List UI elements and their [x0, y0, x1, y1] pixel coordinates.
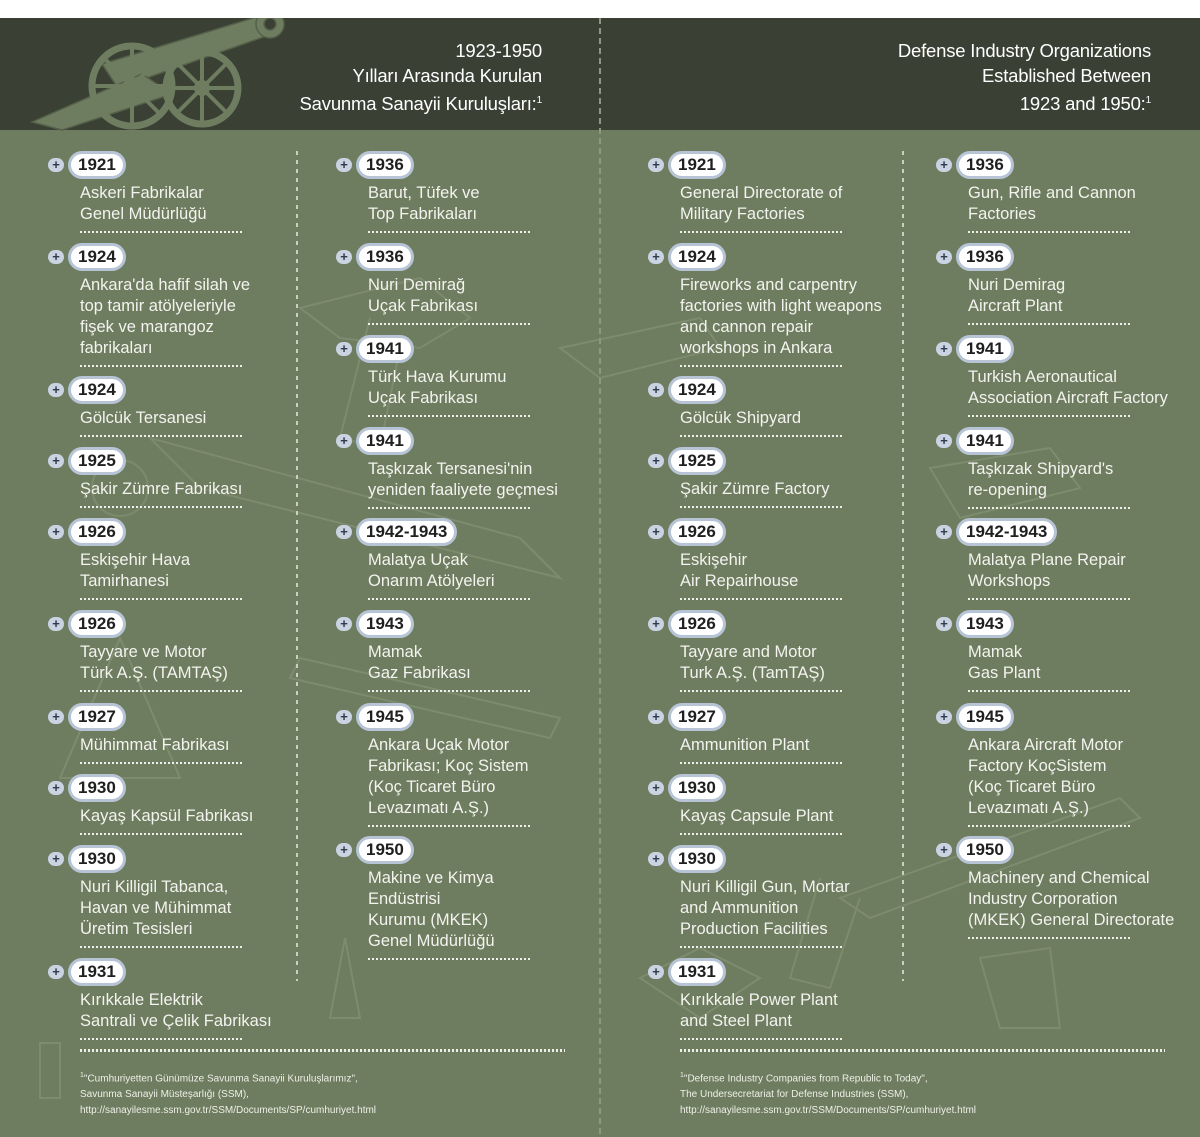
plus-icon: + [936, 710, 952, 724]
entry-line: and Steel Plant [680, 1012, 792, 1030]
entry-description [680, 806, 833, 827]
entry-line: Nuri Killigil Gun, Mortar [680, 878, 850, 896]
year-badge: 1930 [668, 845, 726, 873]
footnote-turkish [80, 1068, 376, 1119]
entry-description [80, 275, 250, 359]
entry-line: Production Facilities [680, 920, 828, 938]
year-badge: 1941 [956, 427, 1014, 455]
plus-icon: + [936, 525, 952, 539]
entry-line: Santrali ve Çelik Fabrikası [80, 1012, 272, 1030]
entry-line: Military Factories [680, 205, 805, 223]
entry-line: Gölcük Tersanesi [80, 409, 207, 427]
plus-icon: + [648, 250, 664, 264]
entry-underline [680, 1038, 844, 1040]
entry-line: Mamak [368, 643, 423, 661]
entry-description [80, 990, 272, 1032]
entry-description [368, 550, 495, 592]
plus-icon: + [648, 852, 664, 866]
year-badge: 1941 [956, 335, 1014, 363]
entry-underline [80, 690, 244, 692]
entry-description [968, 367, 1168, 409]
plus-icon: + [336, 434, 352, 448]
entry-description [80, 806, 253, 827]
plus-icon: + [648, 525, 664, 539]
entry-line: Industry Corporation [968, 890, 1118, 908]
entry-underline [368, 323, 532, 325]
plus-icon: + [48, 781, 64, 795]
entry-description [368, 367, 506, 409]
year-badge: 1924 [68, 376, 126, 404]
entry-description [368, 868, 495, 952]
year-badge: 1930 [668, 774, 726, 802]
entry-line: Taşkızak Tersanesi'nin [368, 460, 533, 478]
entry-line: Üretim Tesisleri [80, 920, 193, 938]
entry-line: Tayyare and Motor [680, 643, 817, 661]
entry-underline [80, 365, 244, 367]
entry-line: (Koç Ticaret Büro [968, 778, 1096, 796]
entry-line: Nuri Demirag [968, 276, 1066, 294]
entry-line: Uçak Fabrikası [368, 389, 479, 407]
plus-icon: + [48, 454, 64, 468]
entry-underline [968, 415, 1132, 417]
entry-description [680, 990, 838, 1032]
entry-line: Nuri Killigil Tabanca, [80, 878, 229, 896]
entry-description [80, 479, 242, 500]
entry-line: Aircraft Plant [968, 297, 1063, 315]
entry-line: factories with light weapons [680, 297, 882, 315]
year-badge: 1924 [668, 243, 726, 271]
entry-line: Şakir Zümre Fabrikası [80, 480, 243, 498]
year-badge: 1931 [68, 958, 126, 986]
year-badge: 1945 [956, 703, 1014, 731]
entry-line: Machinery and Chemical [968, 869, 1150, 887]
entry-underline [80, 506, 244, 508]
footnote-english [680, 1068, 976, 1119]
year-badge: 1930 [68, 774, 126, 802]
entry-underline [968, 825, 1132, 827]
entry-line: and cannon repair [680, 318, 814, 336]
plus-icon: + [648, 383, 664, 397]
entry-line: Kurumu (MKEK) [368, 911, 489, 929]
header-title-line: Yılları Arasında Kurulan [352, 65, 542, 86]
entry-description [80, 550, 190, 592]
plus-icon: + [648, 781, 664, 795]
entry-underline [680, 946, 844, 948]
entry-line: Association Aircraft Factory [968, 389, 1168, 407]
plus-icon: + [936, 843, 952, 857]
entry-line: Barut, Tüfek ve [368, 184, 480, 202]
entry-line: (Koç Ticaret Büro [368, 778, 496, 796]
entry-description [680, 877, 850, 940]
entry-underline [968, 231, 1132, 233]
entry-line: Workshops [968, 572, 1051, 590]
plus-icon: + [48, 617, 64, 631]
plus-icon: + [936, 617, 952, 631]
year-badge: 1924 [668, 376, 726, 404]
entry-description [968, 735, 1123, 819]
entry-description [368, 642, 471, 684]
entry-description [680, 550, 798, 592]
entry-underline [80, 435, 244, 437]
entry-line: Türk A.Ş. (TAMTAŞ) [80, 664, 228, 682]
year-badge: 1921 [68, 151, 126, 179]
entry-underline [368, 507, 532, 509]
entry-line: workshops in Ankara [680, 339, 833, 357]
entry-line: Şakir Zümre Factory [680, 480, 830, 498]
entry-description [968, 459, 1113, 501]
year-badge: 1936 [356, 151, 414, 179]
entry-line: Top Fabrikaları [368, 205, 478, 223]
entry-line: Kayaş Capsule Plant [680, 807, 834, 825]
header-title-line [300, 88, 542, 116]
entry-line: Levazımatı A.Ş.) [968, 799, 1090, 817]
plus-icon: + [648, 965, 664, 979]
entry-line: Gas Plant [968, 664, 1041, 682]
plus-icon: + [48, 852, 64, 866]
entry-underline [968, 598, 1132, 600]
plus-icon: + [936, 342, 952, 356]
header-title-line: Defense Industry Organizations [897, 40, 1151, 61]
entry-line: Türk Hava Kurumu [368, 368, 507, 386]
year-badge: 1930 [68, 845, 126, 873]
column-divider-english [902, 151, 904, 981]
plus-icon: + [336, 843, 352, 857]
header-title-turkish [300, 38, 542, 116]
header-band-turkish [0, 18, 600, 130]
entry-line: Fireworks and carpentry [680, 276, 857, 294]
entry-underline [368, 415, 532, 417]
entry-underline [368, 958, 532, 960]
entry-description [368, 459, 558, 501]
entry-description [680, 408, 801, 429]
footnote-link[interactable]: http://sanayilesme.ssm.gov.tr/SSM/Documents/SP/cumhuriyet.html [80, 1105, 377, 1117]
column-divider-turkish [296, 151, 298, 981]
entry-line: Factories [968, 205, 1036, 223]
entry-underline [368, 825, 532, 827]
entry-underline [80, 762, 244, 764]
year-badge: 1926 [68, 610, 126, 638]
year-badge: 1926 [668, 518, 726, 546]
entry-underline [968, 323, 1132, 325]
entry-line: Uçak Fabrikası [368, 297, 479, 315]
entry-description [680, 183, 842, 225]
year-badge: 1936 [956, 243, 1014, 271]
plus-icon: + [48, 250, 64, 264]
entry-underline [680, 762, 844, 764]
entry-line: Turkish Aeronautical [968, 368, 1117, 386]
entry-line: Kayaş Kapsül Fabrikası [80, 807, 254, 825]
entry-line: Ankara Aircraft Motor [968, 736, 1123, 754]
year-badge: 1936 [956, 151, 1014, 179]
plus-icon: + [336, 158, 352, 172]
plus-icon: + [648, 617, 664, 631]
plus-icon: + [336, 710, 352, 724]
year-badge: 1942-1943 [356, 518, 457, 546]
entry-description [680, 275, 882, 359]
plus-icon: + [336, 250, 352, 264]
entry-line: Eskişehir Hava [80, 551, 191, 569]
entry-line: Mühimmat Fabrikası [80, 736, 230, 754]
entry-line: Nuri Demirağ [368, 276, 466, 294]
footnote-text: "Defense Industry Companies from Republic to Today", [683, 1073, 928, 1085]
entry-description [968, 550, 1126, 592]
footnote-divider [680, 1049, 1165, 1052]
footnote-marker: 1 [680, 1072, 684, 1079]
entry-line: Ankara Uçak Motor [368, 736, 510, 754]
entry-description [368, 735, 528, 819]
entry-line: Mamak [968, 643, 1023, 661]
entry-description [968, 183, 1136, 225]
infographic-page [0, 18, 1200, 1137]
entry-line: (MKEK) General Directorate [968, 911, 1175, 929]
cannon-icon [22, 18, 287, 132]
footnote-line [80, 1068, 376, 1087]
plus-icon: + [336, 342, 352, 356]
header-title-text: Savunma Sanayii Kuruluşları: [299, 93, 537, 114]
plus-icon: + [48, 383, 64, 397]
year-badge: 1943 [956, 610, 1014, 638]
plus-icon: + [936, 158, 952, 172]
year-badge: 1924 [68, 243, 126, 271]
entry-line: Gölcük Shipyard [680, 409, 802, 427]
year-badge: 1927 [68, 703, 126, 731]
year-badge: 1926 [68, 518, 126, 546]
entry-line: Gaz Fabrikası [368, 664, 471, 682]
entry-line: fişek ve marangoz [80, 318, 214, 336]
entry-underline [680, 598, 844, 600]
entry-underline [80, 231, 244, 233]
header-title-line: 1923-1950 [455, 40, 542, 61]
entry-underline [680, 506, 844, 508]
entry-line: Ankara'da hafif silah ve [80, 276, 251, 294]
entry-underline [80, 946, 244, 948]
plus-icon: + [48, 158, 64, 172]
entry-description [80, 183, 207, 225]
entry-description [968, 275, 1065, 317]
entry-line: Kırıkkale Elektrik [80, 991, 203, 1009]
entry-line: Eskişehir [680, 551, 747, 569]
entry-line: Tayyare ve Motor [80, 643, 207, 661]
entry-underline [680, 365, 844, 367]
entry-description [680, 642, 825, 684]
plus-icon: + [48, 965, 64, 979]
entry-underline [368, 598, 532, 600]
footnote-line: The Undersecretariat for Defense Industries (SSM), [680, 1089, 909, 1101]
footnote-link[interactable]: http://sanayilesme.ssm.gov.tr/SSM/Documents/SP/cumhuriyet.html [680, 1105, 977, 1117]
entry-line: Taşkızak Shipyard's [968, 460, 1114, 478]
entry-underline [680, 833, 844, 835]
entry-line: re-opening [968, 481, 1047, 499]
entry-description [368, 183, 480, 225]
plus-icon: + [336, 617, 352, 631]
year-badge: 1925 [668, 447, 726, 475]
entry-underline [80, 833, 244, 835]
entry-line: Malatya Plane Repair [968, 551, 1126, 569]
entry-line: Tamirhanesi [80, 572, 169, 590]
entry-line: Onarım Atölyeleri [368, 572, 495, 590]
entry-description [80, 408, 206, 429]
footnote-divider [80, 1049, 565, 1052]
entry-description [80, 642, 228, 684]
plus-icon: + [936, 434, 952, 448]
entry-line: top tamir atölyeleriyle [80, 297, 236, 315]
entry-line: Air Repairhouse [680, 572, 799, 590]
entry-line: yeniden faaliyete geçmesi [368, 481, 558, 499]
year-badge: 1950 [956, 836, 1014, 864]
entry-description [680, 735, 809, 756]
entry-underline [680, 435, 844, 437]
header-title-line [898, 88, 1151, 116]
entry-line: Askeri Fabrikalar [80, 184, 204, 202]
entry-line: Malatya Uçak [368, 551, 468, 569]
year-badge: 1925 [68, 447, 126, 475]
entry-description [80, 735, 229, 756]
footnote-marker: 1 [536, 95, 542, 106]
year-badge: 1936 [356, 243, 414, 271]
year-badge: 1931 [668, 958, 726, 986]
year-badge: 1950 [356, 836, 414, 864]
entry-line: and Ammunition [680, 899, 799, 917]
footnote-marker: 1 [1145, 95, 1151, 106]
entry-description [968, 868, 1174, 931]
entry-line: Factory KoçSistem [968, 757, 1107, 775]
entry-line: fabrikaları [80, 339, 153, 357]
plus-icon: + [648, 454, 664, 468]
entry-line: Levazımatı A.Ş.) [368, 799, 490, 817]
entry-underline [80, 1038, 244, 1040]
entry-underline [368, 231, 532, 233]
entry-underline [680, 690, 844, 692]
footnote-line [680, 1068, 976, 1087]
entry-description [80, 877, 231, 940]
entry-underline [680, 231, 844, 233]
header-band-english [600, 18, 1200, 130]
entry-line: Kırıkkale Power Plant [680, 991, 838, 1009]
entry-description [368, 275, 478, 317]
year-badge: 1927 [668, 703, 726, 731]
plus-icon: + [48, 710, 64, 724]
entry-description [968, 642, 1040, 684]
plus-icon: + [336, 525, 352, 539]
year-badge: 1941 [356, 335, 414, 363]
entry-underline [80, 598, 244, 600]
entry-line: Endüstrisi [368, 890, 441, 908]
entry-line: Gun, Rifle and Cannon [968, 184, 1136, 202]
year-badge: 1943 [356, 610, 414, 638]
header-title-text: 1923 and 1950: [1019, 93, 1146, 114]
entry-line: Turk A.Ş. (TamTAŞ) [680, 664, 825, 682]
entry-line: Havan ve Mühimmat [80, 899, 232, 917]
entry-underline [368, 690, 532, 692]
plus-icon: + [648, 158, 664, 172]
entry-line: Genel Müdürlüğü [368, 932, 495, 950]
header-title-line: Established Between [982, 65, 1151, 86]
entry-line: Genel Müdürlüğü [80, 205, 207, 223]
entry-line: Fabrikası; Koç Sistem [368, 757, 529, 775]
entry-line: Makine ve Kimya [368, 869, 494, 887]
entry-underline [968, 937, 1132, 939]
year-badge: 1941 [356, 427, 414, 455]
footnote-line: Savunma Sanayii Müsteşarlığı (SSM), [80, 1089, 249, 1101]
entry-line: General Directorate of [680, 184, 843, 202]
plus-icon: + [48, 525, 64, 539]
plus-icon: + [648, 710, 664, 724]
center-divider [599, 18, 601, 1137]
year-badge: 1942-1943 [956, 518, 1057, 546]
year-badge: 1945 [356, 703, 414, 731]
entry-line: Ammunition Plant [680, 736, 810, 754]
footnote-text: "Cumhuriyetten Günümüze Savunma Sanayii Kuruluşlarımız", [83, 1073, 358, 1085]
entry-underline [968, 507, 1132, 509]
year-badge: 1926 [668, 610, 726, 638]
year-badge: 1921 [668, 151, 726, 179]
header-title-english [898, 38, 1151, 116]
footnote-marker: 1 [80, 1072, 84, 1079]
plus-icon: + [936, 250, 952, 264]
entry-description [680, 479, 829, 500]
entry-underline [968, 690, 1132, 692]
